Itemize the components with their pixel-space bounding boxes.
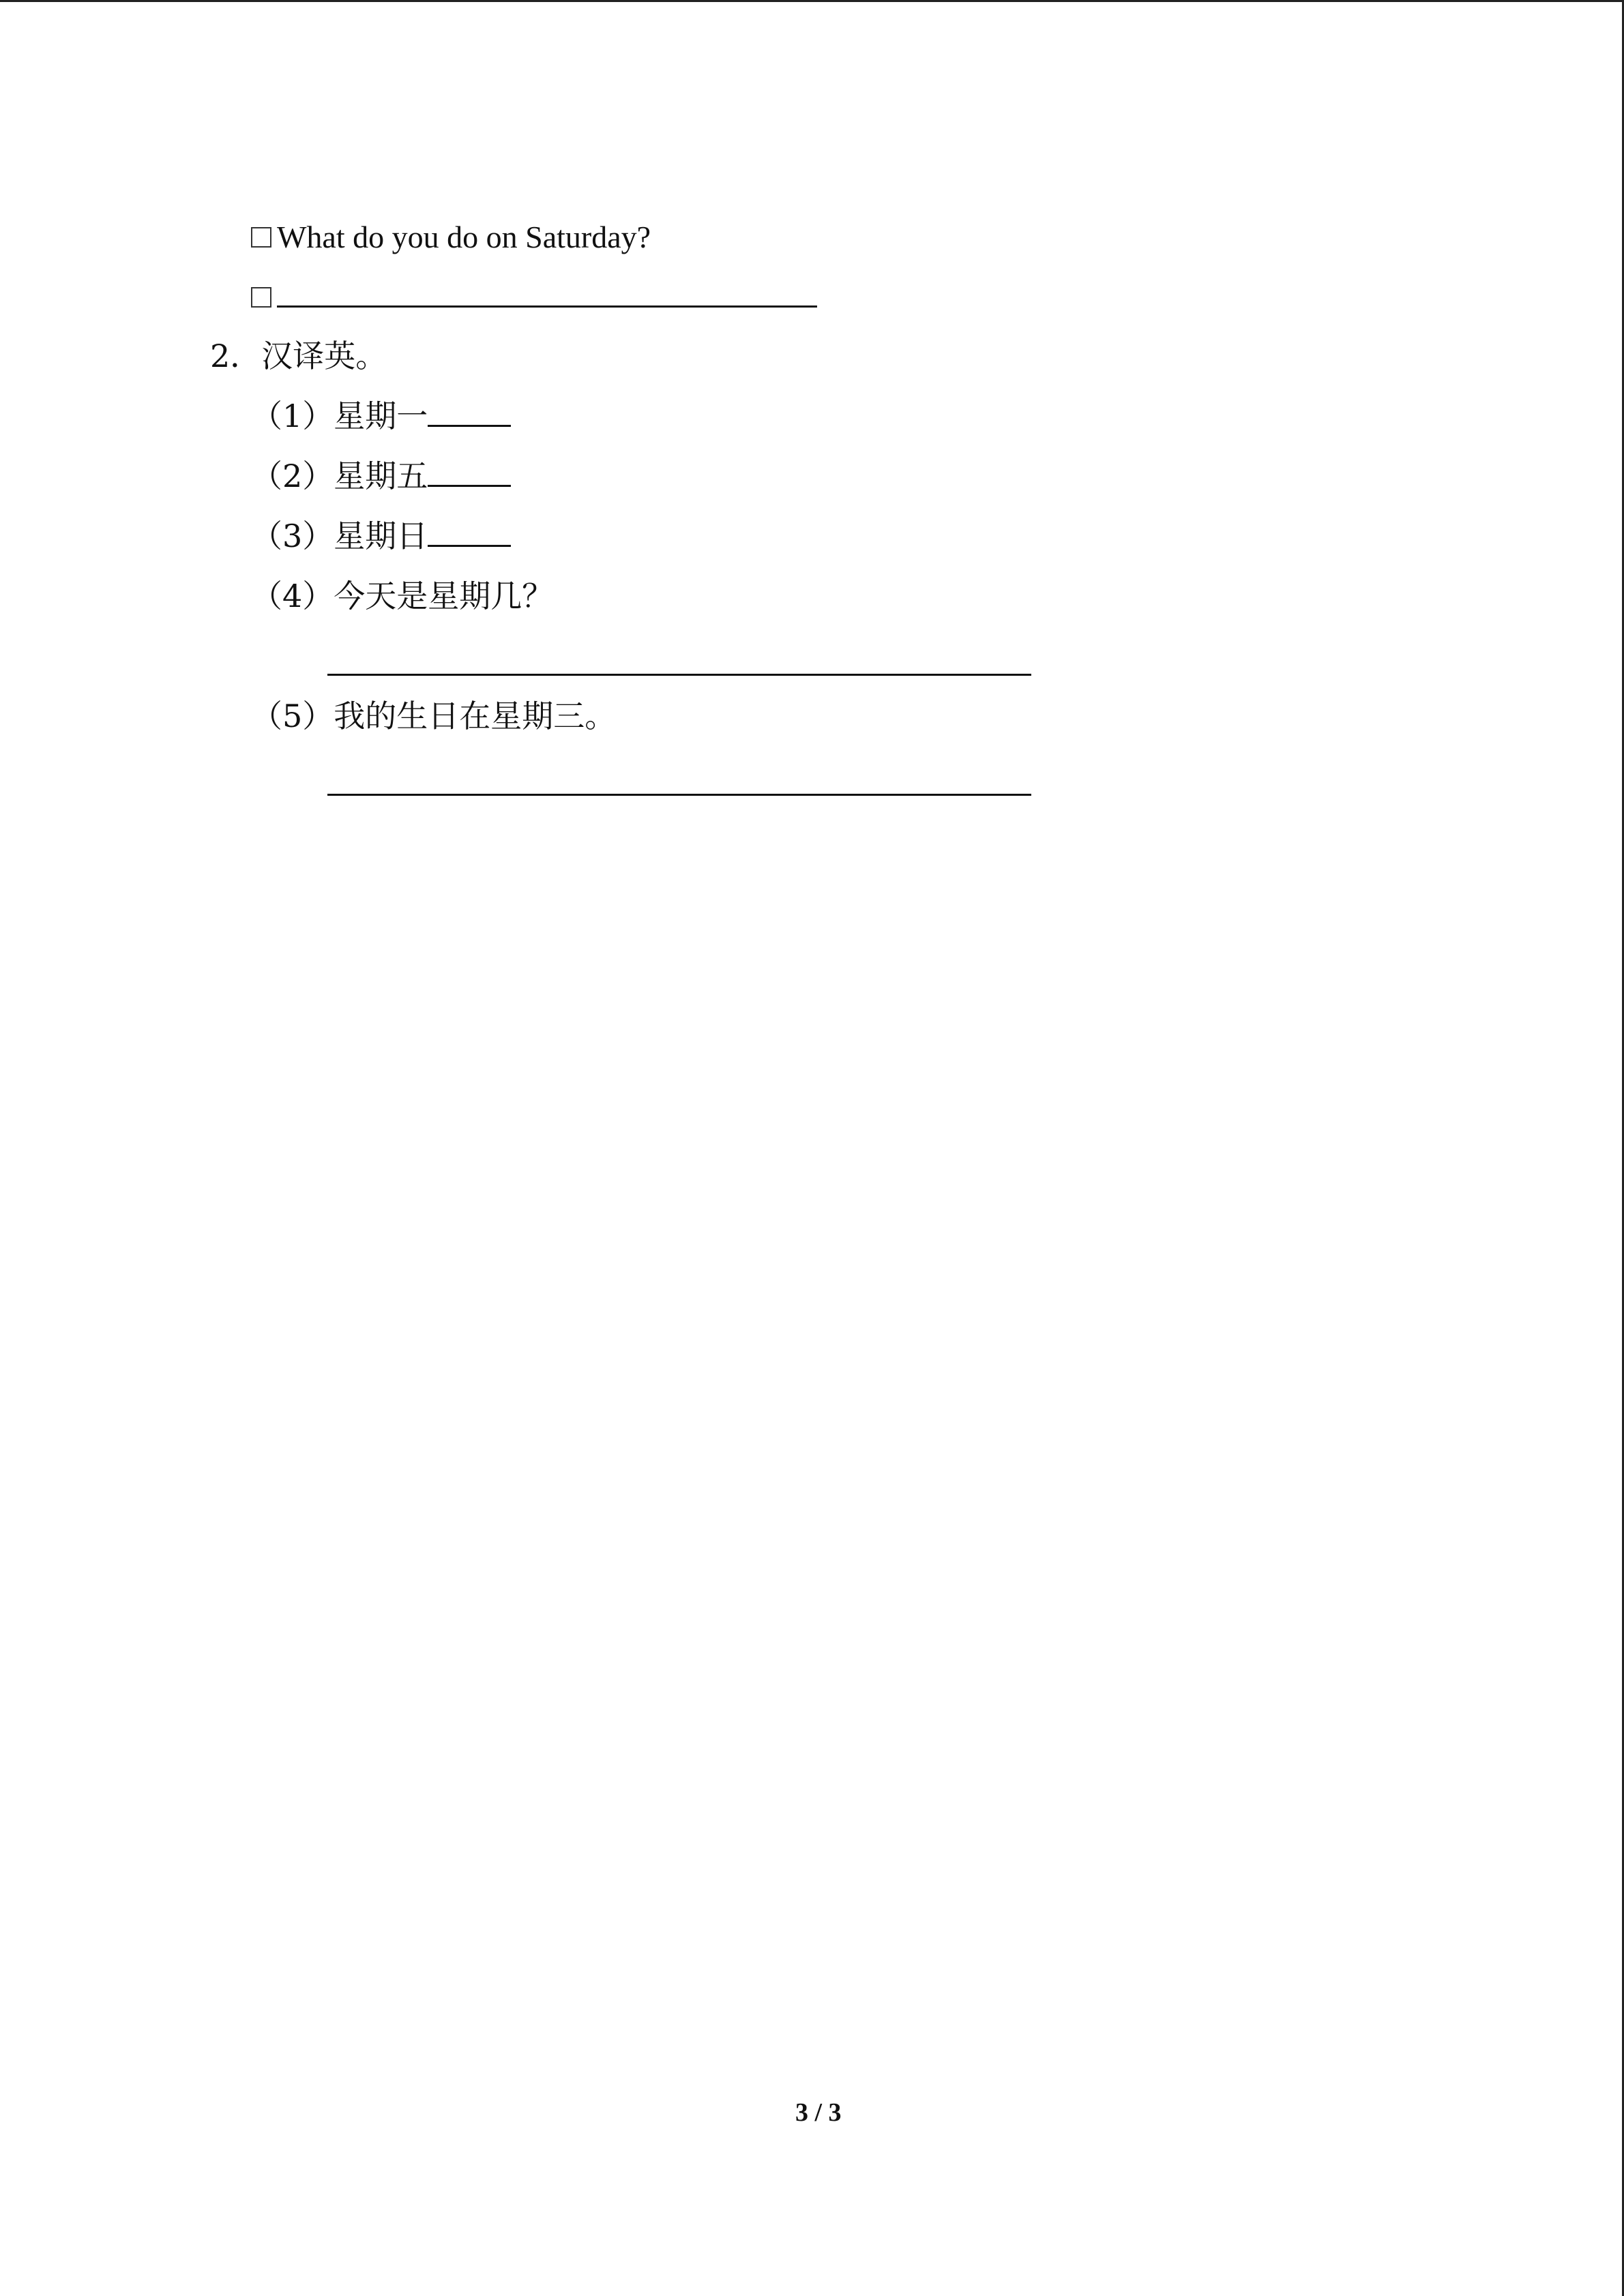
answer-line[interactable] <box>327 674 1031 676</box>
item-text: 星期日 <box>334 518 428 554</box>
list-item <box>251 696 616 736</box>
item-text: 星期五 <box>334 458 428 494</box>
list-item <box>251 576 553 616</box>
item-label: （3） <box>251 518 334 554</box>
dialogue-line-1-text: What do you do on Saturday? <box>277 220 651 254</box>
item-label: （1） <box>251 398 334 434</box>
checkbox-icon <box>251 227 271 248</box>
page-number: 3 / 3 <box>795 2098 842 2127</box>
section-heading <box>210 336 387 376</box>
answer-blank[interactable] <box>277 278 817 308</box>
list-item <box>251 456 511 496</box>
list-item <box>251 516 511 556</box>
list-item <box>251 396 511 436</box>
item-text: 今天是星期几？ <box>334 578 554 614</box>
item-label: （5） <box>251 698 334 734</box>
item-text: 星期一 <box>334 398 428 434</box>
dialogue-line-1 <box>251 217 651 258</box>
answer-blank[interactable] <box>428 398 511 427</box>
section-title: 汉译英。 <box>261 338 387 374</box>
dialogue-line-2 <box>251 277 817 318</box>
answer-blank[interactable] <box>428 458 511 487</box>
section-number: 2． <box>210 338 262 374</box>
checkbox-icon <box>251 287 271 308</box>
answer-line[interactable] <box>327 794 1031 796</box>
answer-blank[interactable] <box>428 518 511 547</box>
item-text: 我的生日在星期三。 <box>334 698 617 734</box>
item-label: （2） <box>251 458 334 494</box>
item-label: （4） <box>251 578 334 614</box>
